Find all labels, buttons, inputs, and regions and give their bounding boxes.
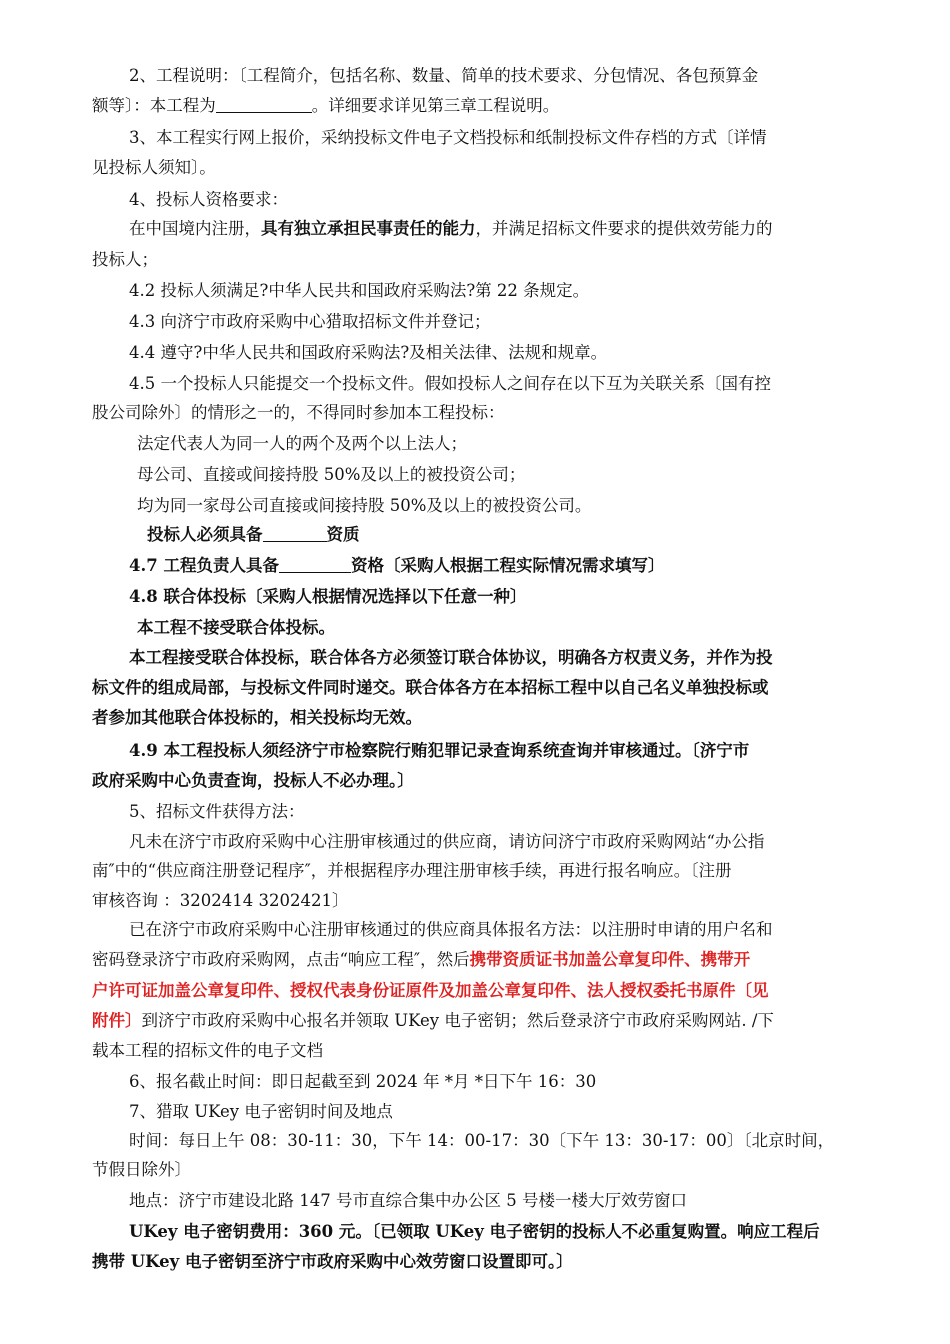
- text-line: 4.4 遵守?中华人民共和国政府采购法?及相关法律、法规和规章。: [129, 343, 608, 362]
- text-line: 股公司除外〕的情形之一的，不得同时参加本工程投标：: [92, 403, 505, 422]
- red-text: 附件〕: [92, 1011, 142, 1030]
- text-span: 到济宁市政府采购中心报名并领取 UKey 电子密钥；然后登录济宁市政府采购网站. /下: [141, 1011, 774, 1030]
- text-span: 在中国境内注册，: [129, 219, 261, 238]
- text-line: [92, 1011, 892, 1031]
- text-line: 本工程不接受联合体投标。: [137, 618, 335, 637]
- text-line: 3、本工程实行网上报价，采纳投标文件电子文档投标和纸制投标文件存档的方式〔详情: [129, 128, 767, 147]
- text-line: 母公司、直接或间接持股 50%及以上的被投资公司；: [137, 465, 526, 484]
- text-line: [129, 219, 929, 239]
- text-line: 投标人；: [92, 250, 158, 269]
- text-line: 2、工程说明：〔工程简介，包括名称、数量、简单的技术要求、分包情况、各包预算金: [129, 66, 759, 85]
- fill-blank: [263, 527, 327, 542]
- text-line: 见投标人须知〕。: [92, 158, 216, 177]
- text-span: 。详细要求详见第三章工程说明。: [311, 96, 560, 115]
- text-line: 节假日除外〕: [92, 1160, 191, 1179]
- text-line: 审核咨询 ：3202414 3202421〕: [92, 891, 349, 910]
- text-line: [147, 525, 947, 545]
- text-line: 标文件的组成局部，与投标文件同时递交。联合体各方在本招标工程中以自己名义单独投标或: [92, 678, 769, 697]
- text-span: ，并满足招标文件要求的提供效劳能力的: [475, 219, 773, 238]
- text-line: 6、报名截止时间：即日起截至到 2024 年 *月 *日下午 16：30: [129, 1072, 597, 1091]
- text-span: 额等〕：本工程为: [92, 96, 216, 115]
- text-line: 法定代表人为同一人的两个及两个以上法人；: [137, 434, 467, 453]
- text-line: 5、招标文件获得方法：: [129, 802, 305, 821]
- text-line: UKey 电子密钥费用：360 元。〔已领取 UKey 电子密钥的投标人不必重复购置。响应工程后: [129, 1222, 820, 1241]
- text-span: 投标人必须具备: [147, 525, 263, 544]
- text-line: 均为同一家母公司直接或间接持股 50%及以上的被投资公司。: [137, 496, 592, 515]
- text-span: 密码登录济宁市政府采购网，点击“响应工程″，然后: [92, 950, 470, 969]
- text-line: 4.9 本工程投标人须经济宁市检察院行贿犯罪记录查询系统查询并审核通过。〔济宁市: [129, 741, 750, 760]
- fill-blank: [279, 558, 351, 573]
- text-span: 资格〔采购人根据工程实际情况需求填写〕: [350, 556, 665, 575]
- text-line: 7、猎取 UKey 电子密钥时间及地点: [129, 1102, 393, 1121]
- fill-blank: [216, 98, 312, 113]
- text-line: [129, 556, 929, 576]
- text-span: 4.7 工程负责人具备: [129, 556, 279, 575]
- text-line: 时间：每日上午 08：30-11：30，下午 14：00-17：30〔下午 13：30-17：00〕〔北京时间，: [129, 1131, 835, 1150]
- text-line: 4.3 向济宁市政府采购中心猎取招标文件并登记；: [129, 312, 491, 331]
- text-line: 户许可证加盖公章复印件、授权代表身份证原件及加盖公章复印件、法人授权委托书原件〔见: [92, 981, 769, 1000]
- text-line: [92, 950, 892, 970]
- text-line: 本工程接受联合体投标，联合体各方必须签订联合体协议，明确各方权责义务，并作为投: [129, 648, 773, 667]
- text-line: 地点：济宁市建设北路 147 号市直综合集中办公区 5 号楼一楼大厅效劳窗口: [129, 1191, 687, 1210]
- text-line: [92, 96, 892, 116]
- text-line: 携带 UKey 电子密钥至济宁市政府采购中心效劳窗口设置即可。〕: [92, 1252, 573, 1271]
- text-line: 4.5 一个投标人只能提交一个投标文件。假如投标人之间存在以下互为关联关系〔国有控: [129, 374, 771, 393]
- text-line: 4.8 联合体投标〔采购人根据情况选择以下任意一种〕: [129, 587, 527, 606]
- text-line: 者参加其他联合体投标的，相关投标均无效。: [92, 708, 422, 727]
- text-span: 资质: [326, 525, 360, 544]
- text-line: 4.2 投标人须满足?中华人民共和国政府采购法?第 22 条规定。: [129, 281, 590, 300]
- text-line: 载本工程的招标文件的电子文档: [92, 1041, 323, 1060]
- text-line: 4、投标人资格要求：: [129, 190, 288, 209]
- text-line: 南″中的“供应商注册登记程序″，并根据程序办理注册审核手续，再进行报名响应。〔注册: [92, 861, 732, 880]
- text-line: 已在济宁市政府采购中心注册审核通过的供应商具体报名方法：以注册时申请的用户名和: [129, 920, 773, 939]
- bold-text: 具有独立承担民事责任的能力: [261, 219, 476, 238]
- text-line: 政府采购中心负责查询，投标人不必办理。〕: [92, 771, 414, 790]
- red-text: 携带资质证书加盖公章复印件、携带开: [469, 950, 751, 969]
- text-line: 凡未在济宁市政府采购中心注册审核通过的供应商，请访问济宁市政府采购网站“办公指: [129, 832, 765, 851]
